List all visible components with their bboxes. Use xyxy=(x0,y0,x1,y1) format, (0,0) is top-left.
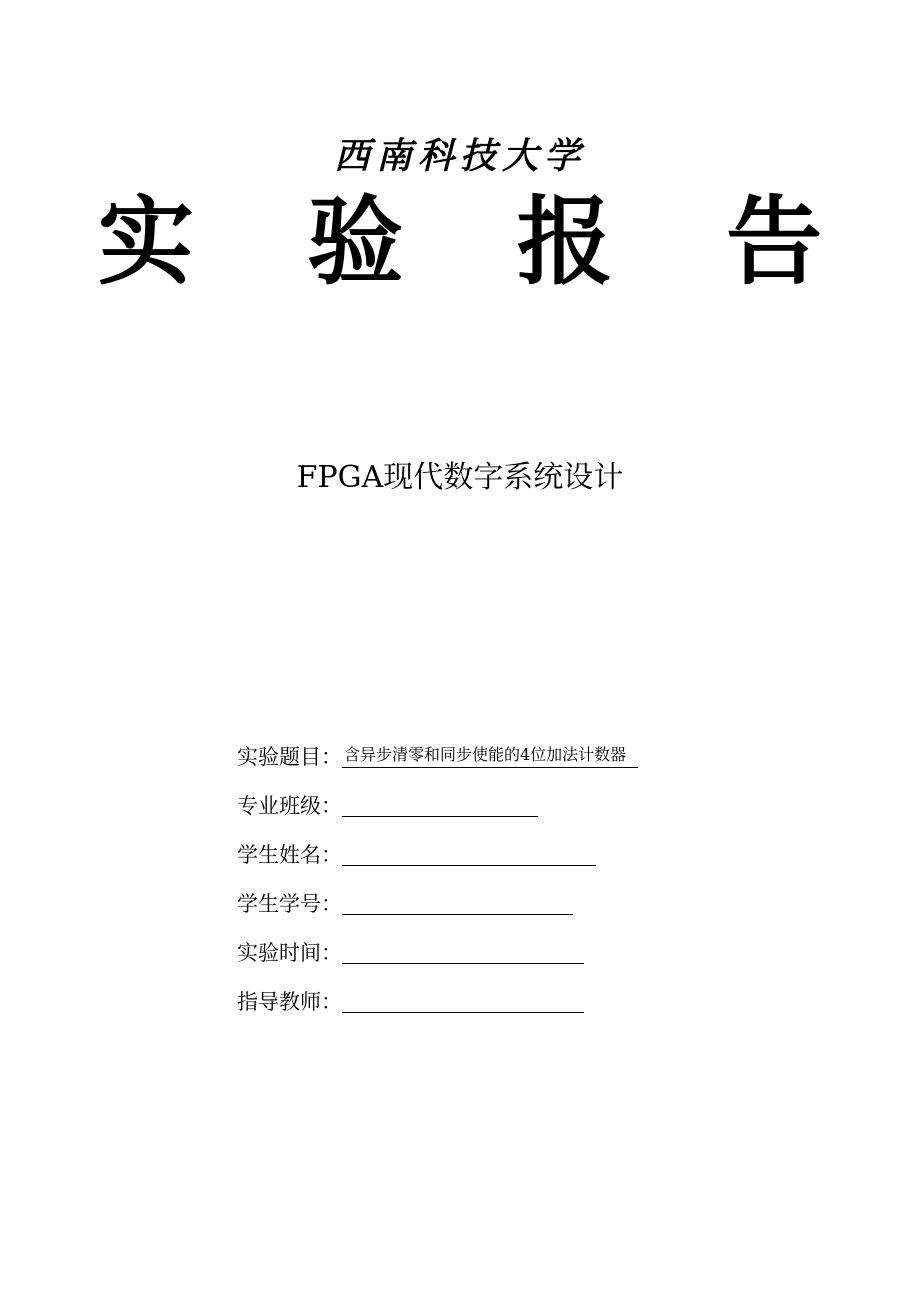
instructor-row xyxy=(237,967,797,1016)
info-fields xyxy=(237,722,797,1016)
student-id-blank xyxy=(342,888,573,915)
instructor-blank xyxy=(342,986,584,1013)
experiment-time-row xyxy=(237,918,797,967)
major-class-label: 专业班级： xyxy=(237,794,342,818)
instructor-label: 指导教师： xyxy=(237,990,342,1014)
student-name-blank xyxy=(342,839,596,866)
student-name-label: 学生姓名： xyxy=(237,843,342,867)
student-name-row xyxy=(237,820,797,869)
student-id-row xyxy=(237,869,797,918)
topic-row xyxy=(237,722,797,771)
major-class-row xyxy=(237,771,797,820)
topic-label: 实验题目： xyxy=(237,745,342,769)
university-name: 西南科技大学 xyxy=(333,135,586,177)
course-name: FPGA现代数字系统设计 xyxy=(296,460,624,495)
report-title: 实 验 报 告 xyxy=(97,186,863,298)
student-id-label: 学生学号： xyxy=(237,892,342,916)
experiment-time-blank xyxy=(342,937,584,964)
experiment-time-label: 实验时间： xyxy=(237,941,342,965)
major-class-blank xyxy=(342,790,538,817)
topic-value: 含异步清零和同步使能的4位加法计数器 xyxy=(342,744,638,768)
